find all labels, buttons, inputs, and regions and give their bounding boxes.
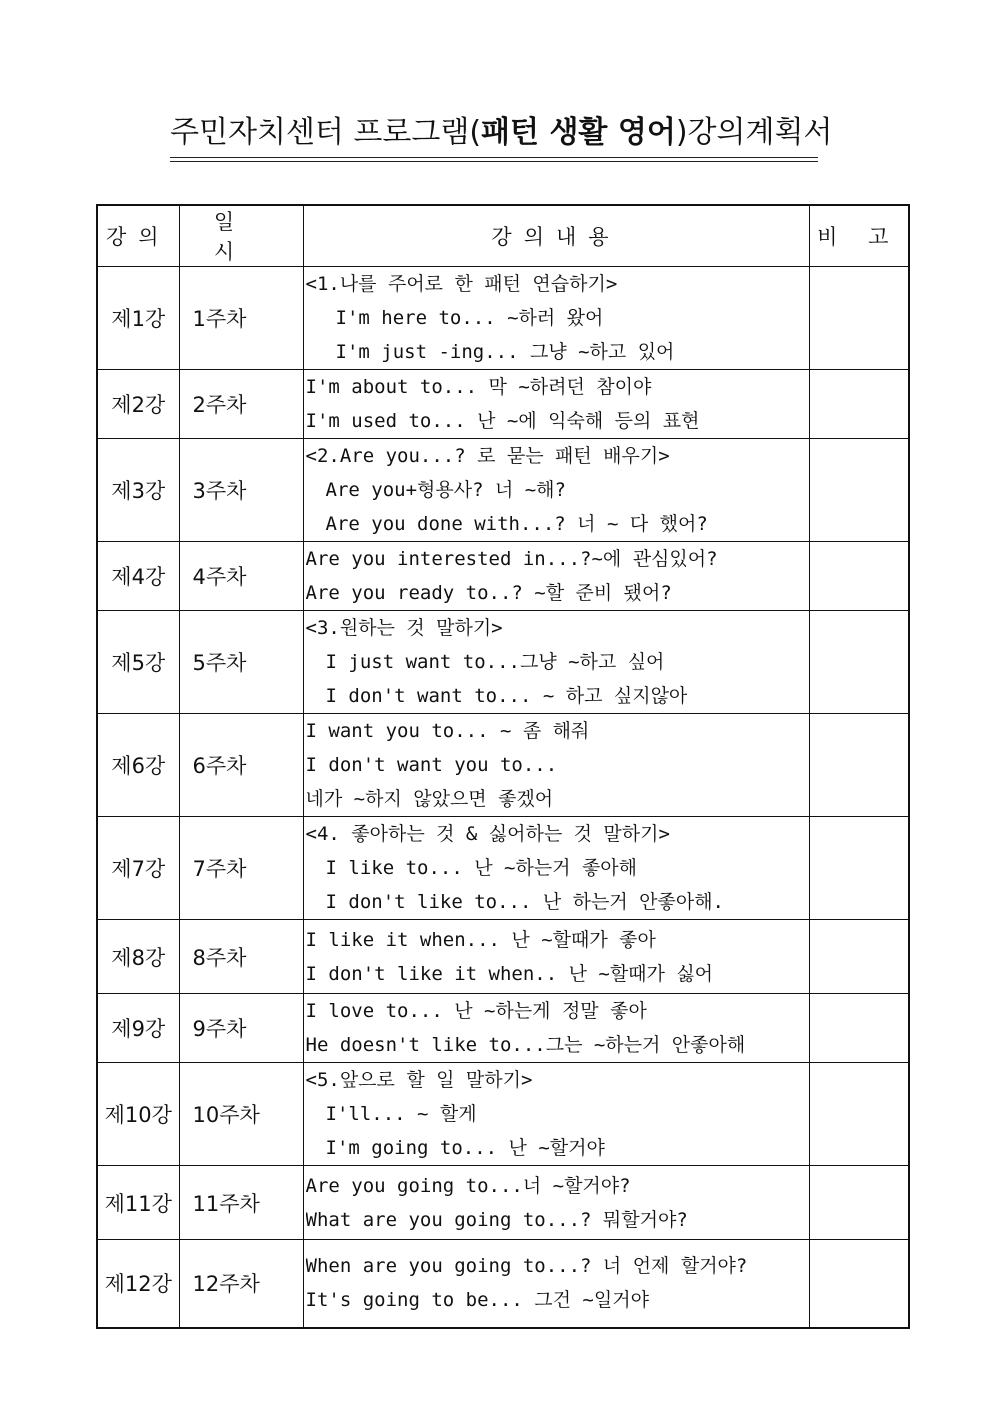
table-row xyxy=(97,370,909,439)
lecture-week: 4주차 xyxy=(179,542,303,611)
lecture-content xyxy=(303,1166,809,1240)
content-line: I'm going to... 난 ~할거야 xyxy=(325,1137,605,1159)
lecture-note xyxy=(809,611,909,714)
lecture-content xyxy=(303,1063,809,1166)
lecture-content xyxy=(303,714,809,817)
lecture-content xyxy=(303,920,809,994)
lecture-content xyxy=(303,542,809,611)
lecture-week: 12주차 xyxy=(179,1240,303,1328)
header-note: 비 고 xyxy=(809,205,909,267)
content-line: I don't like it when.. 난 ~할때가 싫어 xyxy=(305,962,714,985)
lecture-content xyxy=(303,1240,809,1328)
lecture-note xyxy=(809,1240,909,1328)
content-line: <4. 좋아하는 것 & 싫어하는 것 말하기> xyxy=(305,823,670,845)
content-line: He doesn't like to...그는 ~하는거 안좋아해 xyxy=(305,1034,746,1056)
lecture-note xyxy=(809,994,909,1063)
content-line: Are you done with...? 너 ~ 다 했어? xyxy=(325,513,708,535)
lecture-note xyxy=(809,920,909,994)
content-line: Are you+형용사? 너 ~해? xyxy=(325,479,566,501)
content-line: Are you interested in...?~에 관심있어? xyxy=(305,548,718,570)
content-line: I don't want you to... xyxy=(305,754,558,776)
lecture-week: 3주차 xyxy=(179,439,303,542)
lecture-week: 2주차 xyxy=(179,370,303,439)
table-row xyxy=(97,439,909,542)
content-line: I like it when... 난 ~할때가 좋아 xyxy=(305,928,656,951)
lecture-note xyxy=(809,439,909,542)
content-line: Are you ready to..? ~할 준비 됐어? xyxy=(305,582,672,604)
title-prefix: 주민자치센터 프로그램( xyxy=(170,115,482,150)
content-line: I'll... ~ 할게 xyxy=(325,1103,477,1125)
table-row xyxy=(97,1240,909,1328)
header-lecture: 강의 xyxy=(97,205,179,267)
lecture-note xyxy=(809,542,909,611)
table-row xyxy=(97,1063,909,1166)
lecture-week: 5주차 xyxy=(179,611,303,714)
content-line: 네가 ~하지 않았으면 좋겠어 xyxy=(305,788,554,810)
lecture-note xyxy=(809,817,909,920)
lecture-content xyxy=(303,267,809,370)
header-date: 일 시 xyxy=(179,205,303,267)
lecture-number: 제10강 xyxy=(97,1063,179,1166)
lecture-note xyxy=(809,714,909,817)
lecture-note xyxy=(809,1063,909,1166)
lecture-plan-table xyxy=(96,204,910,1329)
content-line: I'm here to... ~하러 왔어 xyxy=(335,307,604,329)
lecture-week: 1주차 xyxy=(179,267,303,370)
lecture-week: 6주차 xyxy=(179,714,303,817)
lecture-number: 제8강 xyxy=(97,920,179,994)
content-line: Are you going to...너 ~할거야? xyxy=(305,1174,631,1197)
content-line: <3.원하는 것 말하기> xyxy=(305,617,503,639)
title-bold: 패턴 생활 영어 xyxy=(481,115,676,150)
content-line: <1.나를 주어로 한 패턴 연습하기> xyxy=(305,273,618,295)
content-line: When are you going to...? 너 언제 할거야? xyxy=(305,1255,748,1278)
table-row xyxy=(97,994,909,1063)
lecture-number: 제12강 xyxy=(97,1240,179,1328)
lecture-content xyxy=(303,817,809,920)
lecture-number: 제7강 xyxy=(97,817,179,920)
title-text xyxy=(170,110,833,156)
lecture-content xyxy=(303,611,809,714)
content-line: I'm used to... 난 ~에 익숙해 등의 표현 xyxy=(305,410,700,432)
lecture-number: 제9강 xyxy=(97,994,179,1063)
title-double-underline xyxy=(170,157,818,162)
table-row xyxy=(97,714,909,817)
content-line: It's going to be... 그건 ~일거야 xyxy=(305,1289,649,1312)
content-line: I want you to... ~ 좀 해줘 xyxy=(305,720,590,742)
lecture-note xyxy=(809,267,909,370)
lecture-content xyxy=(303,439,809,542)
lecture-content xyxy=(303,994,809,1063)
lecture-week: 9주차 xyxy=(179,994,303,1063)
content-line: I love to... 난 ~하는게 정말 좋아 xyxy=(305,1000,647,1022)
lecture-number: 제5강 xyxy=(97,611,179,714)
lecture-number: 제11강 xyxy=(97,1166,179,1240)
lecture-content xyxy=(303,370,809,439)
table-row xyxy=(97,920,909,994)
lecture-number: 제2강 xyxy=(97,370,179,439)
lecture-week: 10주차 xyxy=(179,1063,303,1166)
content-line: I don't want to... ~ 하고 싶지않아 xyxy=(325,685,688,707)
lecture-number: 제3강 xyxy=(97,439,179,542)
lecture-number: 제1강 xyxy=(97,267,179,370)
table-row xyxy=(97,542,909,611)
content-line: <5.앞으로 할 일 말하기> xyxy=(305,1069,533,1091)
lecture-week: 7주차 xyxy=(179,817,303,920)
header-content: 강의내용 xyxy=(303,205,809,267)
content-line: I like to... 난 ~하는거 좋아해 xyxy=(325,857,638,879)
table-row xyxy=(97,817,909,920)
content-line: I'm just -ing... 그냥 ~하고 있어 xyxy=(335,341,675,363)
content-line: I don't like to... 난 하는거 안좋아해. xyxy=(325,891,724,913)
content-line: I just want to...그냥 ~하고 싶어 xyxy=(325,651,665,673)
table-header-row xyxy=(97,205,909,267)
lecture-week: 8주차 xyxy=(179,920,303,994)
lecture-number: 제4강 xyxy=(97,542,179,611)
document-title xyxy=(170,110,833,162)
content-line: <2.Are you...? 로 묻는 패턴 배우기> xyxy=(305,445,670,467)
lecture-note xyxy=(809,370,909,439)
content-line: What are you going to...? 뭐할거야? xyxy=(305,1208,688,1231)
table-row xyxy=(97,1166,909,1240)
lecture-note xyxy=(809,1166,909,1240)
table-body xyxy=(97,267,909,1328)
table-row xyxy=(97,267,909,370)
lecture-number: 제6강 xyxy=(97,714,179,817)
table-row xyxy=(97,611,909,714)
content-line: I'm about to... 막 ~하려던 참이야 xyxy=(305,376,652,398)
title-suffix: )강의계획서 xyxy=(675,115,833,150)
lecture-week: 11주차 xyxy=(179,1166,303,1240)
